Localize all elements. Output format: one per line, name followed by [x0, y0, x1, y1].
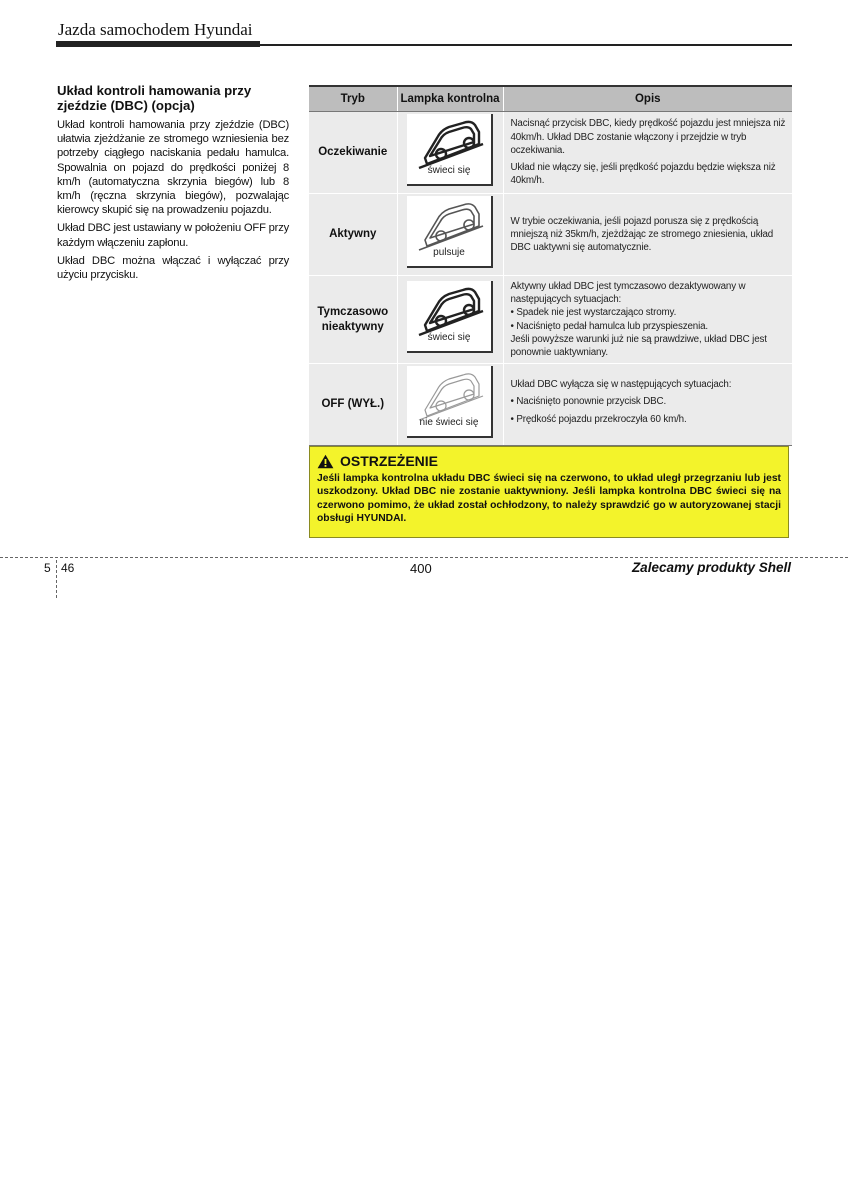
- warning-title-row: [317, 453, 781, 469]
- description-cell: [503, 112, 792, 194]
- lamp-indicator: [407, 366, 493, 438]
- intro-paragraph-2: Układ DBC jest ustawiany w położeniu OFF przy każdym włączeniu zapłonu.: [57, 222, 289, 249]
- mode-label: OFF (WYŁ.): [309, 364, 397, 446]
- description-text: • Spadek nie jest wystarczająco stromy.: [510, 307, 677, 319]
- lamp-caption: pulsuje: [433, 247, 465, 258]
- description-cell: [503, 276, 792, 364]
- description-text: Aktywny układ DBC jest tymczasowo dezaktywowany w następujących sytuacjach:: [510, 281, 746, 306]
- table-row: [309, 194, 792, 276]
- column-header-mode: Tryb: [309, 86, 397, 112]
- warning-title: OSTRZEŻENIE: [340, 453, 439, 469]
- description-text: • Naciśnięto ponownie przycisk DBC.: [510, 396, 667, 408]
- warning-triangle-icon: [317, 454, 334, 469]
- table-row: [309, 276, 792, 364]
- lamp-caption: świeci się: [427, 165, 471, 176]
- lamp-indicator: [407, 114, 493, 186]
- page-cut-line: [0, 557, 848, 558]
- intro-paragraph-3: Układ DBC można włączać i wyłączać przy użyciu przycisku.: [57, 254, 289, 282]
- column-header-lamp: Lampka kontrolna: [397, 86, 503, 112]
- dbc-intro-section: [57, 83, 289, 286]
- description-text: Nacisnąć przycisk DBC, kiedy prędkość pojazdu jest mniejsza niż 40km/h. Układ DBC zostanie włączony i przejdzie w tryb oczekiwania.: [510, 118, 786, 156]
- mode-label: Aktywny: [309, 194, 397, 276]
- description-cell: [503, 364, 792, 446]
- page-header-title: Jazda samochodem Hyundai: [58, 20, 253, 39]
- table-row: [309, 364, 792, 446]
- lamp-indicator: [407, 196, 493, 268]
- footer-center-number: 400: [410, 561, 432, 576]
- column-header-description: Opis: [503, 86, 792, 112]
- footer-page-number: 46: [61, 561, 75, 575]
- footer-chapter-number: 5: [44, 561, 51, 575]
- description-cell: [503, 194, 792, 276]
- description-text: • Naciśnięto pedał hamulca lub przyspieszenia.: [510, 320, 708, 332]
- warning-box: [309, 446, 789, 538]
- mode-label: Oczekiwanie: [309, 112, 397, 194]
- warning-text: Jeśli lampka kontrolna układu DBC świeci się na czerwono, to układ uległ przegrzaniu lub jest uszkodzony. Układ DBC nie zostanie uaktywniony. Jeśli lampka kontrolna DBC świeci się na czerwono pomimo, że układ został ochłodzony, to należy sprawdzić go w autoryzowanej stacji obsługi HYUNDAI.: [317, 473, 781, 525]
- header-rule: [56, 44, 792, 46]
- description-text: Układ DBC wyłącza się w następujących sytuacjach:: [510, 379, 732, 391]
- lamp-indicator: [407, 281, 493, 353]
- page-cut-line-vertical: [56, 560, 57, 598]
- lamp-caption: świeci się: [427, 332, 471, 344]
- intro-paragraph-1: Układ kontroli hamowania przy zjeździe (DBC) ułatwia zjeżdżanie ze stromego wzniesienia bez potrzeby ciągłego naciskania pedału hamulca. Spowalnia on pojazd do prędkości poniżej 8 km/h (automatyczna skrzynia biegów) lub 8 km/h (ręczna skrzynia biegów), pozwalając kierowcy skupić się na prowadzeniu pojazdu.: [57, 119, 289, 217]
- mode-label: Tymczasowo nieaktywny: [309, 276, 397, 364]
- description-text: • Prędkość pojazdu przekroczyła 60 km/h.: [510, 413, 687, 425]
- description-text: Jeśli powyższe warunki już nie są prawdziwe, układ DBC jest ponownie uaktywniany.: [510, 333, 767, 359]
- section-heading: Układ kontroli hamowania przy zjeździe (DBC) (opcja): [57, 83, 252, 113]
- dbc-modes-table: [309, 85, 792, 446]
- description-text: Układ nie włączy się, jeśli prędkość pojazdu będzie większa niż 40km/h.: [510, 162, 776, 187]
- lamp-caption: nie świeci się: [419, 417, 479, 429]
- footer-tagline: Zalecamy produkty Shell: [631, 560, 791, 575]
- table-row: [309, 112, 792, 194]
- table-header-row: [309, 86, 792, 112]
- description-text: W trybie oczekiwania, jeśli pojazd porusza się z prędkością mniejszą niż 35km/h, zjeżdżając ze stromego zniesienia, układ DBC uaktywni się automatycznie.: [510, 215, 774, 254]
